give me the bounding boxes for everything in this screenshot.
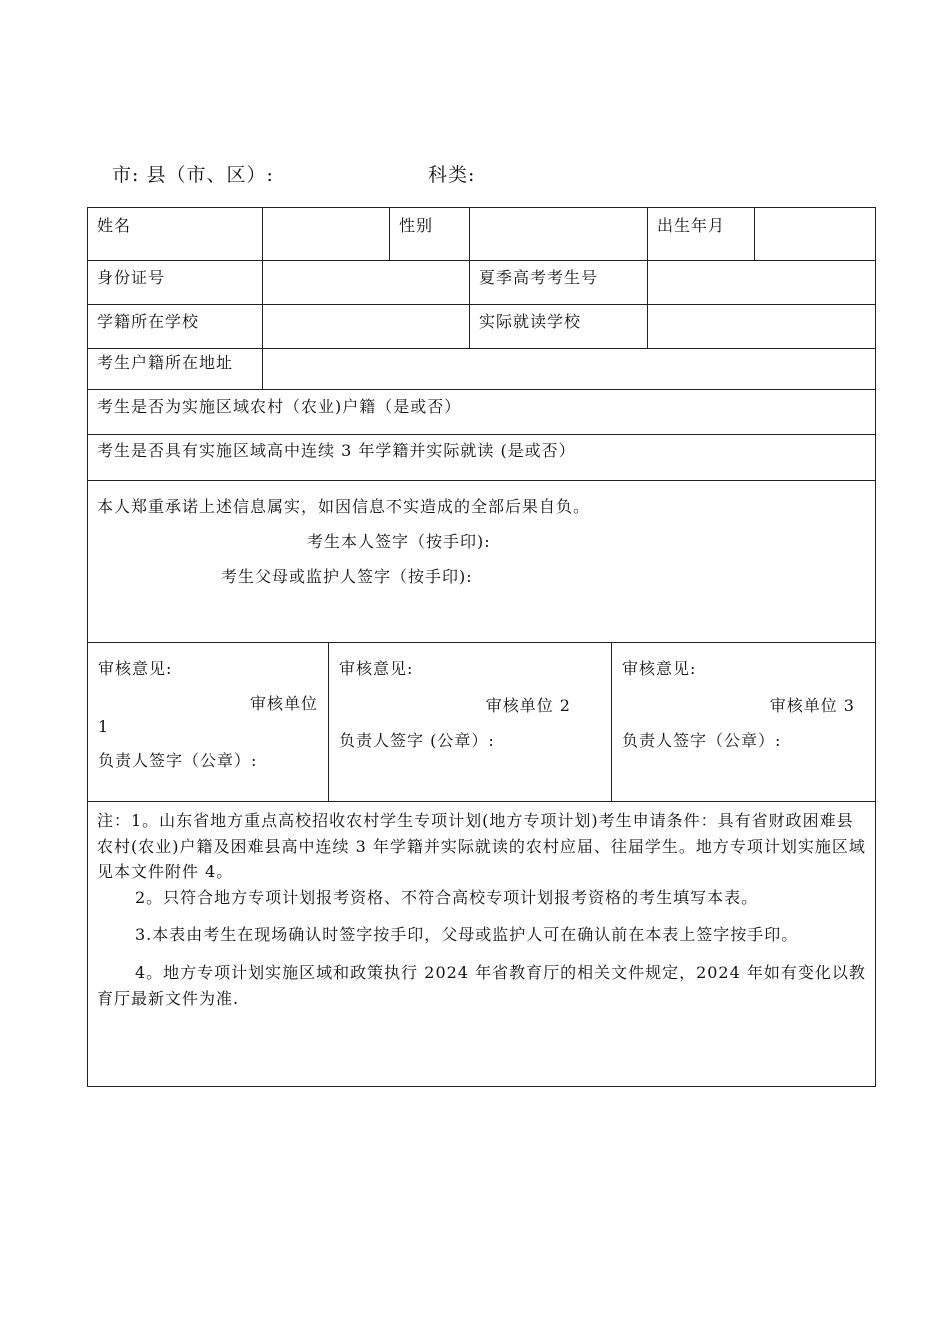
- review-unit-2: 审核单位 2: [485, 695, 571, 715]
- promise-statement: 本人郑重承诺上述信息属实，如因信息不实造成的全部后果自负。: [97, 497, 591, 516]
- id-field[interactable]: [263, 261, 470, 305]
- row-address: [88, 349, 876, 390]
- application-form-table: [87, 207, 876, 1087]
- school-field[interactable]: [263, 305, 470, 349]
- review-unit-1-number: 1: [98, 716, 110, 736]
- review-panel-3[interactable]: [612, 643, 875, 801]
- note-2: 2。只符合地方专项计划报考资格、不符合高校专项计划报考资格的考生填写本表。: [135, 887, 759, 907]
- student-signature[interactable]: 考生本人签字（按手印):: [307, 531, 491, 551]
- notes-cell: [88, 802, 876, 1087]
- parent-signature[interactable]: 考生父母或监护人签字（按手印):: [221, 566, 473, 586]
- actual-school-label: 实际就读学校: [470, 305, 648, 349]
- review-signature-1: 负责人签字（公章）:: [98, 751, 258, 771]
- review-cell: [88, 643, 876, 802]
- gender-field[interactable]: [470, 208, 648, 261]
- note-3: 3.本表由考生在现场确认时签字按手印，父母或监护人可在确认前在本表上签字按手印。: [135, 925, 799, 945]
- row-school: [88, 305, 876, 349]
- review-panel-2[interactable]: [329, 643, 612, 801]
- region-header: 市: 县（市、区）:: [112, 164, 274, 186]
- review-opinion-1: 审核意见:: [98, 659, 173, 678]
- row-id: [88, 261, 876, 305]
- school-label: 学籍所在学校: [88, 305, 263, 349]
- promise-cell: [88, 481, 876, 643]
- review-signature-3: 负责人签字（公章）:: [622, 730, 782, 750]
- review-opinion-3: 审核意见:: [622, 659, 697, 678]
- note-1: 注：1。山东省地方重点高校招收农村学生专项计划(地方专项计划)考生申请条件：具有省财政困难县农村(农业)户籍及困难县高中连续 3 年学籍并实际就读的农村应届、往届学生。地方专项计划实施区域见本文件附件 4。: [97, 811, 866, 882]
- row-rural-question: [88, 390, 876, 435]
- row-basic-info: [88, 208, 876, 261]
- row-promise: [88, 481, 876, 643]
- exam-number-label: 夏季高考考生号: [470, 261, 648, 305]
- review-unit-3: 审核单位 3: [769, 695, 855, 715]
- exam-number-field[interactable]: [648, 261, 876, 305]
- birth-label: 出生年月: [648, 208, 755, 261]
- gender-label: 性别: [390, 208, 470, 261]
- review-panel-1[interactable]: [88, 643, 329, 801]
- row-study-question: [88, 435, 876, 481]
- rural-question[interactable]: 考生是否为实施区域农村（农业)户籍（是或否）: [88, 390, 876, 435]
- row-review: [88, 643, 876, 802]
- name-label: 姓名: [88, 208, 263, 261]
- address-field[interactable]: [263, 349, 876, 390]
- row-notes: [88, 802, 876, 1087]
- id-label: 身份证号: [88, 261, 263, 305]
- review-signature-2: 负责人签字 (公章）:: [339, 730, 495, 750]
- study-question[interactable]: 考生是否具有实施区域高中连续 3 年学籍并实际就读 (是或否）: [88, 435, 876, 481]
- address-label: 考生户籍所在地址: [88, 349, 263, 390]
- review-unit-1: 审核单位: [249, 693, 318, 713]
- review-opinion-2: 审核意见:: [339, 659, 414, 678]
- category-header: 科类:: [428, 164, 476, 186]
- review-panels: [88, 643, 875, 801]
- note-4: 4。地方专项计划实施区域和政策执行 2024 年省教育厅的相关文件规定，2024 年如有变化以教育厅最新文件为准.: [97, 962, 866, 1008]
- birth-field[interactable]: [755, 208, 876, 261]
- name-field[interactable]: [263, 208, 390, 261]
- actual-school-field[interactable]: [648, 305, 876, 349]
